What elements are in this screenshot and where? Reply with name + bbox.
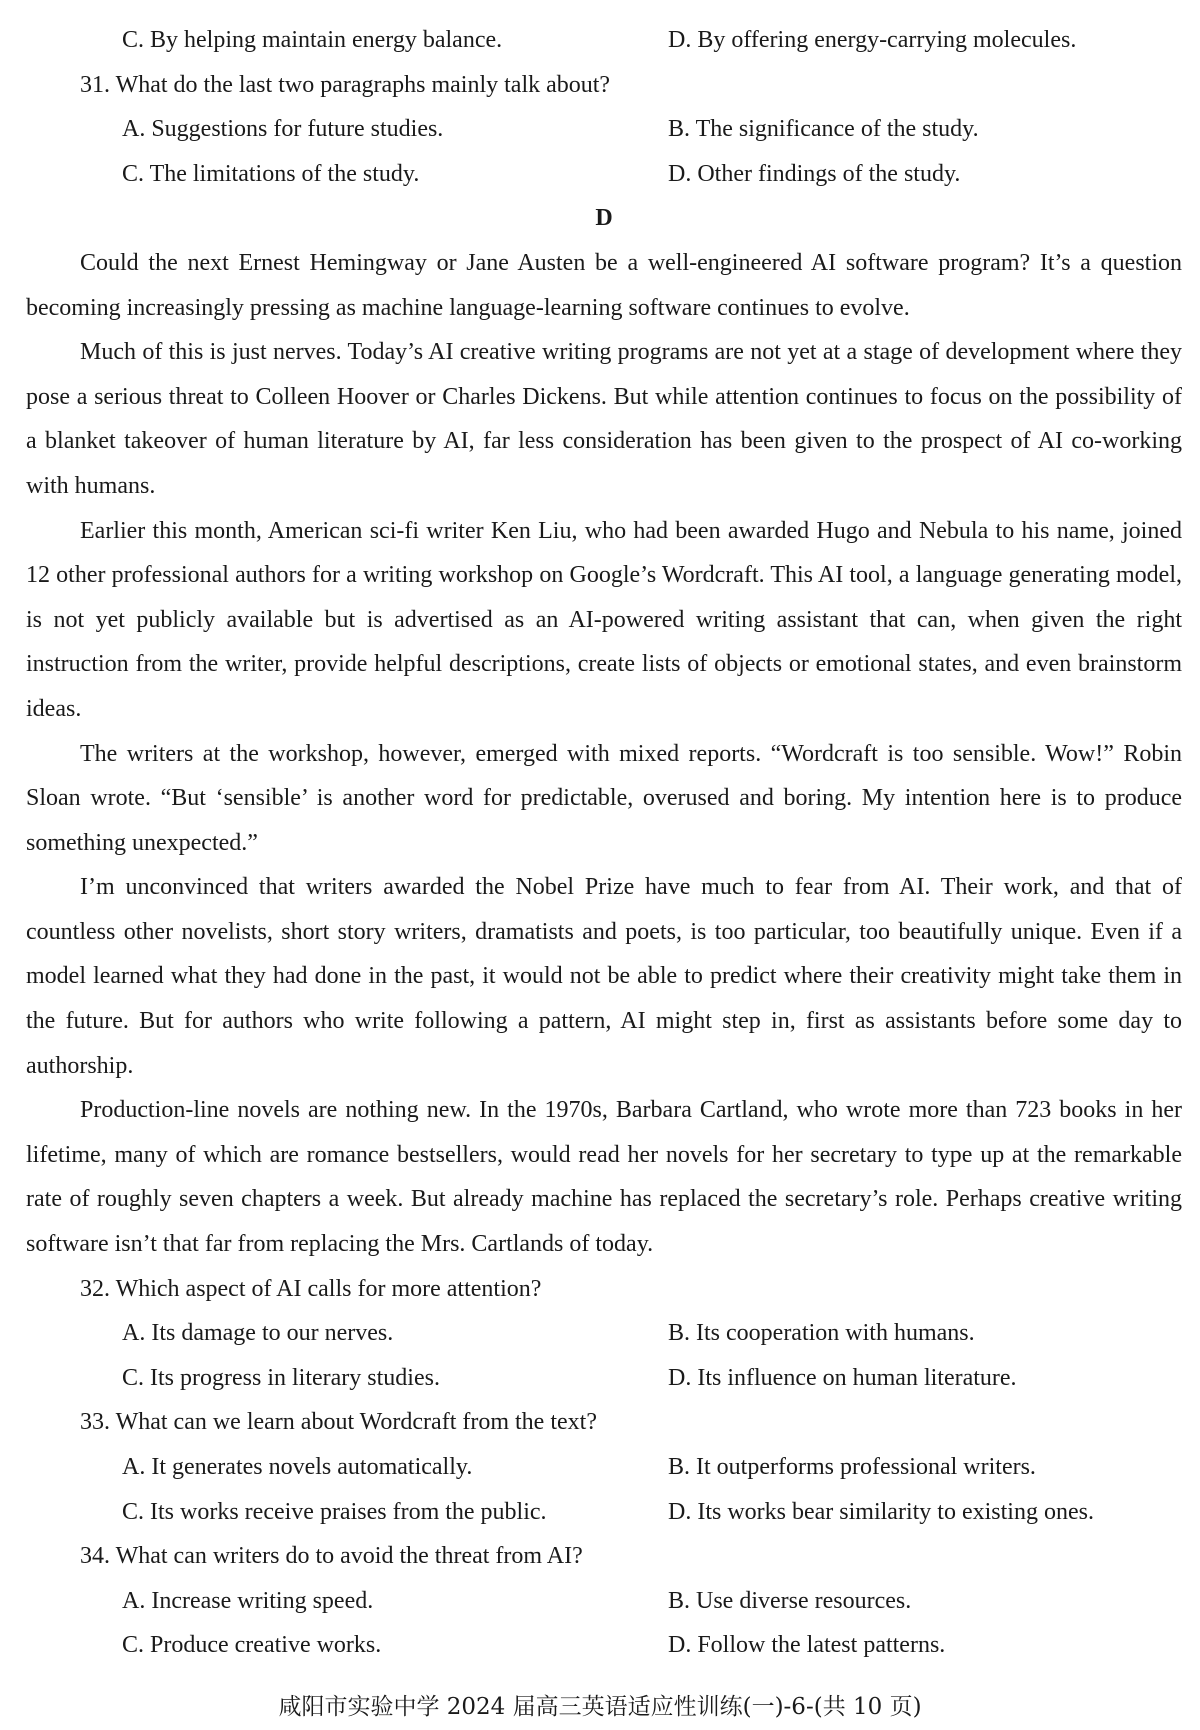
q33-option-c: C. Its works receive praises from the public. xyxy=(122,1498,547,1525)
q30-option-c: C. By helping maintain energy balance. xyxy=(122,27,503,53)
page-footer: 咸阳市实验中学 2024 届高三英语适应性训练(一)-6-(共 10 页) xyxy=(278,1694,922,1720)
q32-options-row-cd xyxy=(26,1356,1182,1401)
q34-option-c: C. Produce creative works. xyxy=(122,1632,382,1659)
passage-paragraph-1: Could the next Ernest Hemingway or Jane Austen be a well-engineered AI software program? It’s a question becoming increasingly pressing as machine language-learning software continues to evolve. xyxy=(26,249,1182,321)
passage-paragraph-3: Earlier this month, American sci-fi writer Ken Liu, who had been awarded Hugo and Nebula to his name, joined 12 other professional authors for a writing workshop on Google’s Wordcraft. This AI tool, a language generating model, is not yet publicly available but is advertised as an AI-powered writing assistant that can, when given the right instruction from the writer, provide helpful descriptions, create lists of objects or emotional states, and even brainstorm ideas. xyxy=(26,517,1182,722)
q32-option-a: A. Its damage to our nerves. xyxy=(122,1320,394,1347)
reading-passage xyxy=(26,241,1182,1267)
q31-stem: 31. What do the last two paragraphs mainly talk about? xyxy=(80,71,611,98)
passage-paragraph-4: The writers at the workshop, however, emerged with mixed reports. “Wordcraft is too sensible. Wow!” Robin Sloan wrote. “But ‘sensible’ is another word for predictable, overused and boring. My intention here is to produce something unexpected.” xyxy=(26,740,1182,856)
q33-options-row-ab xyxy=(26,1445,1182,1490)
passage-paragraph-6: Production-line novels are nothing new. In the 1970s, Barbara Cartland, who wrote more than 723 books in her lifetime, many of which are romance bestsellers, would read her novels for her secretary to type up at the remarkable rate of roughly seven chapters a week. But already machine has replaced the secretary’s role. Perhaps creative writing software isn’t that far from replacing the Mrs. Cartlands of today. xyxy=(26,1097,1182,1258)
q33-options-row-cd xyxy=(26,1490,1182,1535)
q34-options-row-ab xyxy=(26,1579,1182,1624)
q31-options-row-cd xyxy=(26,152,1182,197)
q31-option-d: D. Other findings of the study. xyxy=(668,160,961,187)
q33-option-b: B. It outperforms professional writers. xyxy=(668,1454,1036,1480)
q31-option-a: A. Suggestions for future studies. xyxy=(122,116,444,143)
q34-option-a: A. Increase writing speed. xyxy=(122,1587,374,1614)
q31-option-b: B. The significance of the study. xyxy=(668,116,979,143)
q33-option-a: A. It generates novels automatically. xyxy=(122,1454,473,1480)
q30-options-row-cd xyxy=(26,18,1182,63)
q32-option-b: B. Its cooperation with humans. xyxy=(668,1320,975,1347)
q32-stem: 32. Which aspect of AI calls for more attention? xyxy=(80,1275,542,1302)
passage-paragraph-2: Much of this is just nerves. Today’s AI creative writing programs are not yet at a stage of development where they pose a serious threat to Colleen Hoover or Charles Dickens. But while attention continues to focus on the possibility of a blanket takeover of human literature by AI, far less consideration has been given to the prospect of AI co-working with humans. xyxy=(26,339,1182,499)
q30-option-d: D. By offering energy-carrying molecules. xyxy=(668,27,1077,53)
q32-option-c: C. Its progress in literary studies. xyxy=(122,1364,440,1391)
q34-option-b: B. Use diverse resources. xyxy=(668,1587,912,1614)
passage-paragraph-5: I’m unconvinced that writers awarded the Nobel Prize have much to fear from AI. Their work, and that of countless other novelists, short story writers, dramatists and poets, is too particular, too beautifully unique. Even if a model learned what they had done in the past, it would not be able to predict where their creativity might take them in the future. But for authors who write following a pattern, AI might step in, first as assistants before some day to authorship. xyxy=(26,874,1182,1079)
q33-stem: 33. What can we learn about Wordcraft from the text? xyxy=(80,1409,597,1436)
q33-option-d: D. Its works bear similarity to existing ones. xyxy=(668,1498,1094,1525)
q31-options-row-ab xyxy=(26,107,1182,152)
q31-option-c: C. The limitations of the study. xyxy=(122,160,420,187)
q34-option-d: D. Follow the latest patterns. xyxy=(668,1632,946,1659)
section-label: D xyxy=(595,205,613,232)
q32-options-row-ab xyxy=(26,1311,1182,1356)
q34-options-row-cd xyxy=(26,1623,1182,1668)
q34-stem: 34. What can writers do to avoid the threat from AI? xyxy=(80,1543,583,1570)
q32-option-d: D. Its influence on human literature. xyxy=(668,1364,1017,1391)
